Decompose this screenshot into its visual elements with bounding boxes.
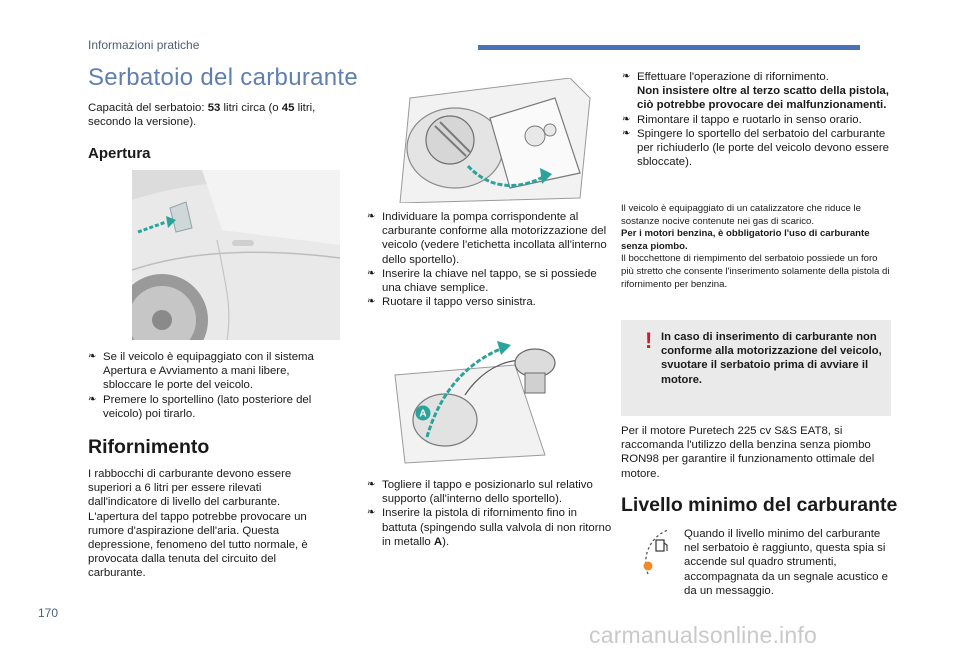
step-arrow-icon: ❧ <box>622 71 631 82</box>
apertura-heading: Apertura <box>88 145 151 162</box>
step-arrow-icon: ❧ <box>88 393 97 405</box>
livello-heading: Livello minimo del carburante <box>621 494 898 516</box>
fuel-gauge-icon <box>632 526 674 578</box>
warning-icon: ! <box>645 328 653 353</box>
list-item: ❧ Individuare la pompa corrispondente al carburante conforme alla motorizzazione del veicolo (vedere l'etichetta incollata all'interno dello sportello). <box>367 211 607 266</box>
list-item: ❧ Inserire la pistola di rifornimento fino in battuta (spingendo sulla valvola di non ritorno in metallo A). <box>367 507 612 548</box>
list-item: ❧ Ruotare il tappo verso sinistra. <box>367 296 536 309</box>
list-item: ❧ Spingere lo sportello del serbatoio del carburante per richiuderlo (le porte del veicolo devono essere sbloccate). <box>622 127 890 169</box>
list-item: ❧ Premere lo sportellino (lato posteriore del veicolo) poi tirarlo. <box>88 393 312 420</box>
step-arrow-icon: ❧ <box>88 351 97 362</box>
livello-text: Quando il livello minimo del carburante nel serbatoio è raggiunto, questa spia si accende sul quadro strumenti, accompagnata da un segnale acustico e da un messaggio. <box>684 528 888 597</box>
page-number: 170 <box>38 606 59 620</box>
catalyst-info: Il veicolo è equipaggiato di un catalizzatore che riduce le sostanze nocive contenute nei gas di scarico. Per i motori benzina, è obbligatorio l'uso di carburante senza piombo. Il bocchettone di riempimento del serbatoio possiede un foro più stretto che consente l'inserimento solamente della pistola di rifornimento per benzina. <box>621 203 890 290</box>
page-title: Serbatoio del carburante <box>88 64 359 91</box>
step-arrow-icon: ❧ <box>622 127 631 139</box>
list-item: ❧ Effettuare l'operazione di rifornimento. Non insistere oltre al terzo scatto della pistola, ciò potrebbe provocare dei malfunzionamenti. <box>622 71 889 112</box>
step-arrow-icon: ❧ <box>367 296 376 308</box>
middle-steps-2 <box>367 478 612 549</box>
right-steps <box>622 70 890 169</box>
capacity-text: Capacità del serbatoio: 53 litri circa (o 45 litri, secondo la versione). <box>88 102 316 129</box>
valve-a-label: A <box>419 408 427 420</box>
rifornimento-heading: Rifornimento <box>88 436 210 458</box>
header-accent-bar <box>478 45 860 50</box>
apertura-steps <box>88 350 338 421</box>
list-item: ❧ Togliere il tappo e posizionarlo sul relativo supporto (all'interno dello sportello). <box>367 479 593 506</box>
step-arrow-icon: ❧ <box>367 507 376 519</box>
puretech-text: Per il motore Puretech 225 cv S&S EAT8, si raccomanda l'utilizzo della benzina senza piombo RON98 per garantire il funzionamento ottimale del motore. <box>621 425 875 480</box>
section-label: Informazioni pratiche <box>88 38 200 52</box>
fuel-cap-open-illustration <box>380 78 600 203</box>
warning-text: In caso di inserimento di carburante non conforme alla motorizzazione del veicolo, svuotare il serbatoio prima di avviare il motore. <box>661 331 882 386</box>
step-arrow-icon: ❧ <box>622 113 631 125</box>
fuel-nozzle-illustration <box>385 335 585 465</box>
car-fuel-flap-illustration <box>132 170 340 340</box>
rifornimento-text: I rabbocchi di carburante devono essere superiori a 6 litri per essere rilevati dall'indicatore di livello del carburante. L'apertura del tappo potrebbe provocare un rumore d'aspirazione dell'aria. Questa depressione, fenomeno del tutto normale, è provocata dalla tenuta del circuito del carburante. <box>88 468 308 580</box>
step-arrow-icon: ❧ <box>367 267 376 279</box>
list-item: ❧ Se il veicolo è equipaggiato con il sistema Apertura e Avviamento a mani libere, sbloccare le porte del veicolo. <box>88 351 314 392</box>
list-item: ❧ Rimontare il tappo e ruotarlo in senso orario. <box>622 113 862 126</box>
watermark: carmanualsonline.info <box>589 622 817 648</box>
middle-steps-1 <box>367 210 612 309</box>
step-arrow-icon: ❧ <box>367 211 376 222</box>
list-item: ❧ Inserire la chiave nel tappo, se si possiede una chiave semplice. <box>367 267 597 295</box>
step-arrow-icon: ❧ <box>367 479 376 490</box>
